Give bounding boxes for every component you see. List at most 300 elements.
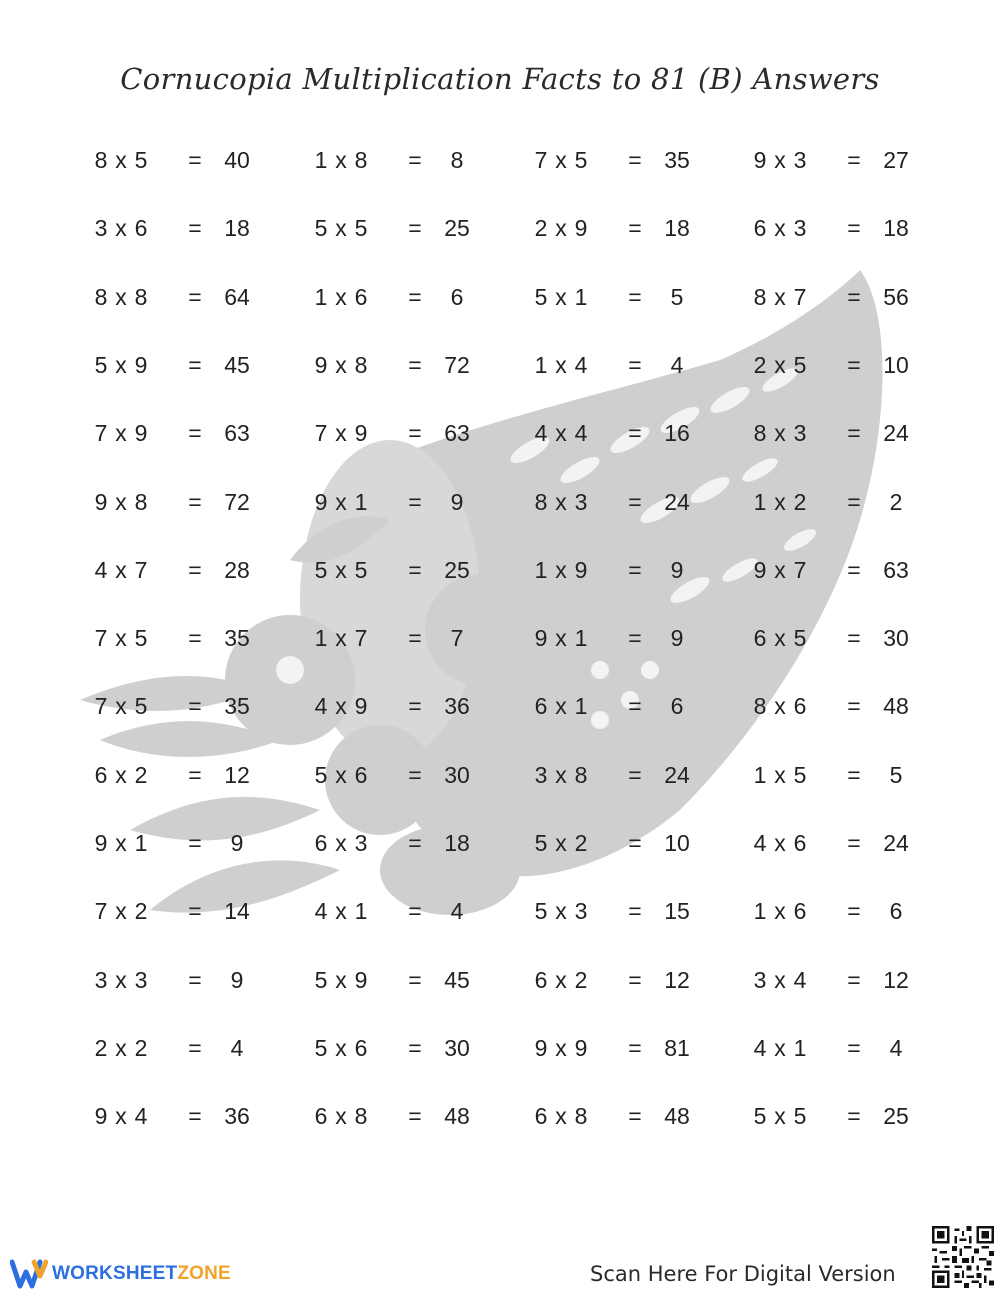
factor-a: 6 — [94, 762, 108, 788]
factor-b: 8 — [134, 489, 148, 515]
times-sign: x — [555, 830, 567, 856]
factor-a: 1 — [753, 898, 767, 924]
answer-value: 56 — [883, 284, 909, 310]
factor-a: 2 — [94, 1035, 108, 1061]
factor-b: 9 — [134, 420, 148, 446]
problem-item — [752, 550, 942, 590]
problem-item — [93, 140, 283, 180]
factor-a: 5 — [534, 830, 548, 856]
factor-a: 5 — [94, 352, 108, 378]
equals-sign: = — [408, 420, 422, 446]
factor-a: 7 — [94, 420, 108, 446]
problem-item — [752, 1028, 942, 1068]
factor-b: 6 — [134, 215, 148, 241]
times-sign: x — [555, 147, 567, 173]
equals-sign: = — [188, 557, 202, 583]
factor-a: 1 — [753, 489, 767, 515]
problem-item — [93, 618, 283, 658]
answer-value: 45 — [444, 967, 470, 993]
factor-a: 7 — [94, 625, 108, 651]
factor-a: 1 — [534, 557, 548, 583]
factor-b: 5 — [793, 625, 807, 651]
equals-sign: = — [408, 830, 422, 856]
factor-a: 4 — [534, 420, 548, 446]
problem-item — [533, 891, 723, 931]
answer-value: 35 — [224, 625, 250, 651]
answer-value: 12 — [664, 967, 690, 993]
times-sign: x — [115, 898, 127, 924]
equals-sign: = — [628, 284, 642, 310]
factor-b: 5 — [793, 762, 807, 788]
answer-value: 35 — [224, 693, 250, 719]
equals-sign: = — [847, 489, 861, 515]
times-sign: x — [335, 1035, 347, 1061]
answer-value: 9 — [670, 625, 684, 651]
times-sign: x — [335, 967, 347, 993]
problem-item — [313, 1096, 503, 1136]
problem-item — [752, 960, 942, 1000]
equals-sign: = — [847, 215, 861, 241]
times-sign: x — [774, 489, 786, 515]
factor-b: 2 — [574, 967, 588, 993]
answer-value: 7 — [450, 625, 464, 651]
factor-a: 3 — [94, 967, 108, 993]
times-sign: x — [555, 557, 567, 583]
equals-sign: = — [188, 489, 202, 515]
answer-value: 30 — [444, 1035, 470, 1061]
times-sign: x — [774, 1035, 786, 1061]
times-sign: x — [115, 1035, 127, 1061]
qr-code-icon[interactable] — [932, 1226, 994, 1288]
equals-sign: = — [408, 147, 422, 173]
times-sign: x — [115, 284, 127, 310]
factor-b: 6 — [793, 898, 807, 924]
factor-a: 1 — [314, 284, 328, 310]
problem-item — [533, 618, 723, 658]
problem-item — [533, 208, 723, 248]
equals-sign: = — [408, 625, 422, 651]
answer-value: 25 — [444, 557, 470, 583]
factor-b: 9 — [354, 420, 368, 446]
equals-sign: = — [847, 147, 861, 173]
equals-sign: = — [408, 693, 422, 719]
factor-b: 6 — [793, 830, 807, 856]
answer-value: 5 — [670, 284, 684, 310]
factor-a: 8 — [534, 489, 548, 515]
equals-sign: = — [628, 898, 642, 924]
times-sign: x — [335, 830, 347, 856]
factor-b: 2 — [134, 898, 148, 924]
brand-part-2: ZONE — [177, 1263, 231, 1284]
equals-sign: = — [847, 284, 861, 310]
problem-item — [533, 1028, 723, 1068]
factor-a: 6 — [314, 830, 328, 856]
times-sign: x — [774, 625, 786, 651]
times-sign: x — [555, 693, 567, 719]
problem-item — [533, 686, 723, 726]
times-sign: x — [115, 147, 127, 173]
factor-a: 9 — [94, 1103, 108, 1129]
equals-sign: = — [188, 420, 202, 446]
problem-item — [313, 140, 503, 180]
problem-item — [313, 208, 503, 248]
answer-value: 5 — [889, 762, 903, 788]
equals-sign: = — [628, 420, 642, 446]
factor-b: 8 — [354, 352, 368, 378]
factor-b: 9 — [574, 1035, 588, 1061]
times-sign: x — [555, 625, 567, 651]
problem-item — [313, 482, 503, 522]
times-sign: x — [335, 420, 347, 446]
answer-value: 6 — [450, 284, 464, 310]
factor-a: 2 — [753, 352, 767, 378]
problem-item — [533, 550, 723, 590]
factor-a: 7 — [534, 147, 548, 173]
page-title: Cornucopia Multiplication Facts to 81 (B) Answers — [120, 62, 880, 96]
answer-value: 18 — [444, 830, 470, 856]
problem-item — [93, 345, 283, 385]
problem-item — [313, 413, 503, 453]
times-sign: x — [335, 215, 347, 241]
problem-item — [313, 277, 503, 317]
factor-a: 4 — [314, 693, 328, 719]
factor-b: 3 — [793, 215, 807, 241]
answer-value: 4 — [450, 898, 464, 924]
answer-value: 35 — [664, 147, 690, 173]
answer-value: 9 — [230, 967, 244, 993]
factor-b: 3 — [354, 830, 368, 856]
times-sign: x — [115, 830, 127, 856]
answer-value: 18 — [883, 215, 909, 241]
factor-a: 6 — [534, 1103, 548, 1129]
times-sign: x — [774, 352, 786, 378]
equals-sign: = — [408, 352, 422, 378]
answer-value: 63 — [444, 420, 470, 446]
answer-value: 4 — [670, 352, 684, 378]
factor-b: 3 — [574, 489, 588, 515]
times-sign: x — [774, 693, 786, 719]
factor-a: 1 — [753, 762, 767, 788]
times-sign: x — [335, 352, 347, 378]
answer-value: 72 — [224, 489, 250, 515]
equals-sign: = — [847, 967, 861, 993]
problem-item — [752, 482, 942, 522]
equals-sign: = — [628, 557, 642, 583]
answer-value: 48 — [664, 1103, 690, 1129]
problem-item — [93, 1028, 283, 1068]
factor-b: 5 — [134, 147, 148, 173]
factor-a: 1 — [314, 625, 328, 651]
equals-sign: = — [628, 830, 642, 856]
times-sign: x — [555, 762, 567, 788]
factor-a: 9 — [534, 1035, 548, 1061]
factor-b: 2 — [134, 762, 148, 788]
answer-value: 48 — [444, 1103, 470, 1129]
factor-b: 4 — [793, 967, 807, 993]
answer-value: 24 — [883, 830, 909, 856]
factor-a: 5 — [314, 557, 328, 583]
problem-item — [93, 686, 283, 726]
factor-a: 5 — [753, 1103, 767, 1129]
problem-item — [93, 755, 283, 795]
factor-b: 5 — [354, 557, 368, 583]
problem-item — [533, 413, 723, 453]
answer-value: 72 — [444, 352, 470, 378]
factor-b: 5 — [134, 693, 148, 719]
answer-value: 30 — [444, 762, 470, 788]
answer-value: 16 — [664, 420, 690, 446]
problem-item — [752, 1096, 942, 1136]
times-sign: x — [555, 352, 567, 378]
times-sign: x — [335, 693, 347, 719]
times-sign: x — [115, 215, 127, 241]
problem-item — [533, 960, 723, 1000]
factor-b: 6 — [354, 762, 368, 788]
answer-value: 6 — [889, 898, 903, 924]
worksheetzone-logo[interactable] — [10, 1258, 231, 1290]
problem-item — [313, 550, 503, 590]
times-sign: x — [335, 1103, 347, 1129]
factor-a: 3 — [534, 762, 548, 788]
times-sign: x — [774, 147, 786, 173]
equals-sign: = — [408, 284, 422, 310]
answer-value: 30 — [883, 625, 909, 651]
equals-sign: = — [847, 830, 861, 856]
answer-value: 45 — [224, 352, 250, 378]
factor-b: 1 — [354, 898, 368, 924]
factor-b: 8 — [354, 1103, 368, 1129]
equals-sign: = — [188, 967, 202, 993]
times-sign: x — [115, 352, 127, 378]
times-sign: x — [555, 215, 567, 241]
problem-item — [533, 345, 723, 385]
factor-b: 5 — [793, 1103, 807, 1129]
times-sign: x — [555, 1103, 567, 1129]
factor-b: 4 — [574, 352, 588, 378]
problem-item — [93, 960, 283, 1000]
factor-a: 5 — [314, 762, 328, 788]
problem-item — [313, 618, 503, 658]
factor-a: 4 — [753, 1035, 767, 1061]
factor-a: 8 — [94, 284, 108, 310]
times-sign: x — [115, 489, 127, 515]
factor-b: 2 — [134, 1035, 148, 1061]
factor-b: 5 — [574, 147, 588, 173]
answer-value: 12 — [224, 762, 250, 788]
factor-b: 3 — [793, 147, 807, 173]
factor-b: 7 — [134, 557, 148, 583]
answer-value: 10 — [664, 830, 690, 856]
factor-a: 5 — [314, 215, 328, 241]
equals-sign: = — [847, 420, 861, 446]
times-sign: x — [335, 762, 347, 788]
factor-a: 9 — [753, 557, 767, 583]
problem-item — [313, 1028, 503, 1068]
brand-name — [52, 1263, 231, 1285]
equals-sign: = — [188, 1035, 202, 1061]
problem-item — [93, 1096, 283, 1136]
problem-item — [93, 413, 283, 453]
factor-a: 9 — [314, 352, 328, 378]
factor-b: 7 — [354, 625, 368, 651]
answer-value: 9 — [230, 830, 244, 856]
equals-sign: = — [188, 352, 202, 378]
factor-a: 8 — [753, 693, 767, 719]
answer-value: 25 — [444, 215, 470, 241]
equals-sign: = — [628, 967, 642, 993]
factor-b: 6 — [793, 693, 807, 719]
equals-sign: = — [188, 215, 202, 241]
answer-value: 14 — [224, 898, 250, 924]
times-sign: x — [335, 557, 347, 583]
problem-item — [752, 823, 942, 863]
equals-sign: = — [188, 147, 202, 173]
problem-item — [313, 823, 503, 863]
factor-b: 2 — [574, 830, 588, 856]
problem-item — [752, 755, 942, 795]
factor-a: 9 — [314, 489, 328, 515]
factor-a: 9 — [534, 625, 548, 651]
factor-a: 7 — [314, 420, 328, 446]
times-sign: x — [115, 557, 127, 583]
factor-a: 3 — [94, 215, 108, 241]
times-sign: x — [774, 898, 786, 924]
factor-b: 6 — [354, 1035, 368, 1061]
equals-sign: = — [628, 352, 642, 378]
factor-a: 8 — [753, 284, 767, 310]
factor-b: 8 — [354, 147, 368, 173]
answer-value: 63 — [883, 557, 909, 583]
answer-value: 18 — [224, 215, 250, 241]
equals-sign: = — [847, 557, 861, 583]
factor-b: 1 — [793, 1035, 807, 1061]
problem-item — [93, 823, 283, 863]
factor-a: 4 — [94, 557, 108, 583]
factor-a: 6 — [753, 215, 767, 241]
answer-value: 36 — [444, 693, 470, 719]
answer-value: 2 — [889, 489, 903, 515]
factor-b: 8 — [134, 284, 148, 310]
factor-b: 9 — [134, 352, 148, 378]
equals-sign: = — [188, 762, 202, 788]
problem-item — [93, 550, 283, 590]
factor-a: 8 — [94, 147, 108, 173]
factor-b: 9 — [574, 557, 588, 583]
factor-b: 1 — [574, 625, 588, 651]
answer-value: 40 — [224, 147, 250, 173]
times-sign: x — [774, 830, 786, 856]
equals-sign: = — [408, 898, 422, 924]
problem-item — [752, 140, 942, 180]
answer-value: 15 — [664, 898, 690, 924]
answer-value: 48 — [883, 693, 909, 719]
factor-b: 3 — [134, 967, 148, 993]
factor-a: 5 — [314, 1035, 328, 1061]
answer-value: 36 — [224, 1103, 250, 1129]
problem-item — [752, 891, 942, 931]
problem-item — [533, 140, 723, 180]
problem-item — [93, 277, 283, 317]
factor-a: 5 — [314, 967, 328, 993]
times-sign: x — [555, 420, 567, 446]
equals-sign: = — [847, 1103, 861, 1129]
factor-a: 6 — [534, 693, 548, 719]
problem-item — [752, 208, 942, 248]
answer-value: 8 — [450, 147, 464, 173]
times-sign: x — [335, 489, 347, 515]
factor-b: 9 — [354, 967, 368, 993]
times-sign: x — [774, 420, 786, 446]
times-sign: x — [774, 215, 786, 241]
answer-value: 9 — [450, 489, 464, 515]
equals-sign: = — [847, 693, 861, 719]
equals-sign: = — [408, 1035, 422, 1061]
factor-a: 6 — [753, 625, 767, 651]
equals-sign: = — [847, 762, 861, 788]
answer-value: 27 — [883, 147, 909, 173]
factor-b: 3 — [793, 420, 807, 446]
times-sign: x — [115, 1103, 127, 1129]
equals-sign: = — [847, 625, 861, 651]
problem-item — [93, 482, 283, 522]
problem-item — [313, 686, 503, 726]
problem-item — [313, 960, 503, 1000]
equals-sign: = — [408, 1103, 422, 1129]
times-sign: x — [115, 762, 127, 788]
equals-sign: = — [628, 215, 642, 241]
factor-b: 1 — [574, 284, 588, 310]
factor-b: 5 — [793, 352, 807, 378]
factor-b: 2 — [793, 489, 807, 515]
factor-a: 1 — [534, 352, 548, 378]
factor-a: 5 — [534, 898, 548, 924]
factor-b: 9 — [574, 215, 588, 241]
times-sign: x — [115, 420, 127, 446]
times-sign: x — [115, 967, 127, 993]
factor-a: 7 — [94, 693, 108, 719]
answer-value: 24 — [664, 489, 690, 515]
factor-a: 4 — [753, 830, 767, 856]
answer-value: 24 — [883, 420, 909, 446]
factor-b: 3 — [574, 898, 588, 924]
factor-a: 3 — [753, 967, 767, 993]
answer-value: 64 — [224, 284, 250, 310]
factor-a: 9 — [753, 147, 767, 173]
equals-sign: = — [628, 147, 642, 173]
brand-part-1: WORKSHEET — [52, 1263, 178, 1284]
times-sign: x — [555, 489, 567, 515]
factor-b: 6 — [354, 284, 368, 310]
equals-sign: = — [408, 215, 422, 241]
answer-value: 81 — [664, 1035, 690, 1061]
equals-sign: = — [188, 625, 202, 651]
equals-sign: = — [408, 967, 422, 993]
times-sign: x — [335, 625, 347, 651]
problem-item — [313, 755, 503, 795]
factor-a: 2 — [534, 215, 548, 241]
answer-value: 9 — [670, 557, 684, 583]
problem-item — [752, 618, 942, 658]
equals-sign: = — [847, 898, 861, 924]
problem-item — [533, 482, 723, 522]
factor-a: 6 — [534, 967, 548, 993]
equals-sign: = — [628, 693, 642, 719]
answer-value: 24 — [664, 762, 690, 788]
equals-sign: = — [628, 625, 642, 651]
factor-a: 8 — [753, 420, 767, 446]
factor-b: 4 — [574, 420, 588, 446]
answer-value: 4 — [889, 1035, 903, 1061]
